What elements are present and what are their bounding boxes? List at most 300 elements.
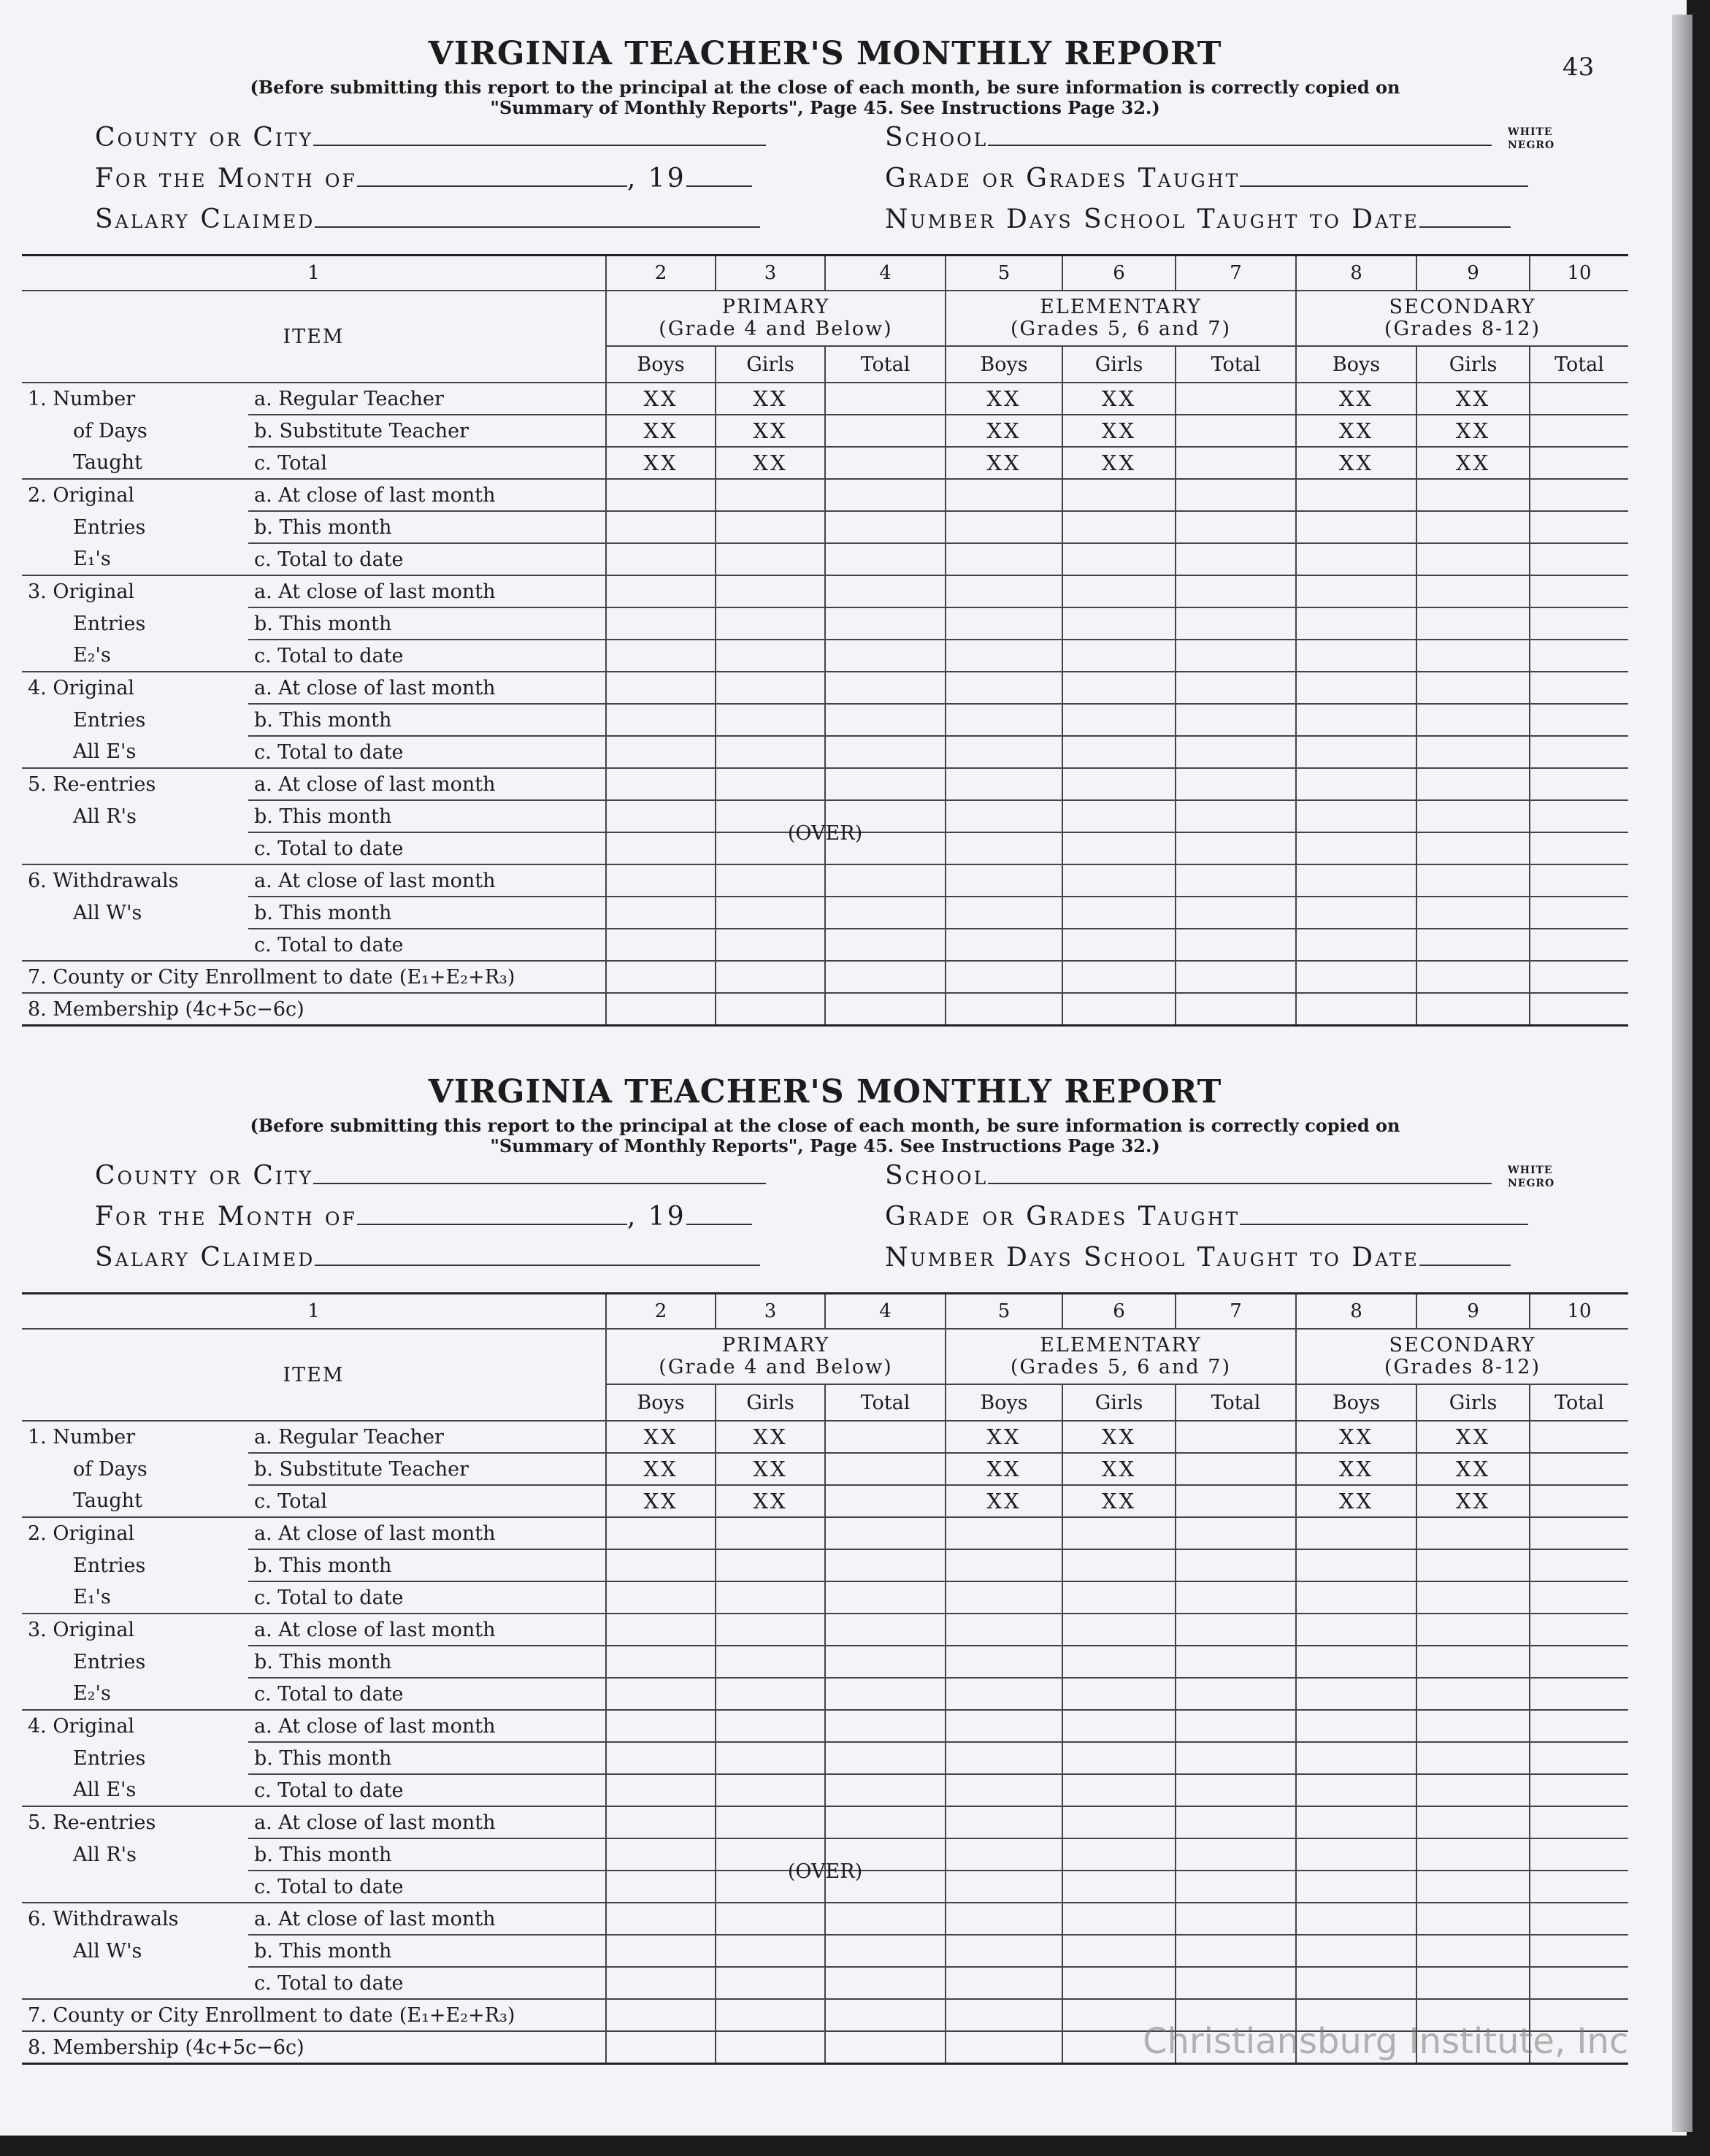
- entry-cell[interactable]: [1062, 929, 1176, 961]
- entry-cell[interactable]: [1176, 511, 1296, 543]
- entry-cell[interactable]: [825, 1742, 946, 1774]
- entry-cell[interactable]: [1416, 1935, 1530, 1967]
- entry-cell[interactable]: [825, 929, 946, 961]
- entry-cell[interactable]: [716, 2031, 825, 2064]
- enrollment-row-label: 7. County or City Enrollment to date (E₁+E₂+R₃): [22, 961, 606, 993]
- entry-cell[interactable]: [825, 961, 946, 993]
- entry-cell[interactable]: [1530, 640, 1628, 672]
- entry-cell[interactable]: [1530, 768, 1628, 800]
- entry-cell[interactable]: [716, 1614, 825, 1646]
- entry-cell[interactable]: [1530, 1581, 1628, 1614]
- xx-mark: XX: [716, 1421, 825, 1453]
- entry-cell[interactable]: [1530, 1742, 1628, 1774]
- entry-cell[interactable]: [1176, 672, 1296, 704]
- entry-cell[interactable]: [1062, 1549, 1176, 1581]
- entry-cell[interactable]: [606, 1614, 716, 1646]
- entry-cell[interactable]: [946, 929, 1062, 961]
- entry-cell[interactable]: [1530, 1710, 1628, 1742]
- entry-cell[interactable]: [1416, 479, 1530, 511]
- entry-cell[interactable]: [1416, 640, 1530, 672]
- entry-cell[interactable]: [946, 1710, 1062, 1742]
- entry-cell[interactable]: [1176, 1903, 1296, 1935]
- entry-cell[interactable]: [1530, 511, 1628, 543]
- entry-cell[interactable]: [716, 736, 825, 768]
- entry-cell[interactable]: [825, 704, 946, 736]
- entry-cell[interactable]: [1176, 736, 1296, 768]
- entry-cell[interactable]: [946, 1678, 1062, 1710]
- entry-cell[interactable]: [825, 1485, 946, 1517]
- entry-cell[interactable]: [1296, 672, 1416, 704]
- entry-cell[interactable]: [1062, 640, 1176, 672]
- entry-cell[interactable]: [1176, 864, 1296, 897]
- year-blank[interactable]: [686, 164, 752, 187]
- entry-cell[interactable]: [825, 575, 946, 607]
- entry-cell[interactable]: [1296, 704, 1416, 736]
- entry-cell[interactable]: [946, 640, 1062, 672]
- entry-cell[interactable]: [946, 1903, 1062, 1935]
- entry-cell[interactable]: [825, 1453, 946, 1485]
- entry-cell[interactable]: [825, 1678, 946, 1710]
- entry-cell[interactable]: [1530, 1678, 1628, 1710]
- entry-cell[interactable]: [1530, 993, 1628, 1026]
- entry-cell[interactable]: [1296, 543, 1416, 575]
- entry-cell[interactable]: [946, 961, 1062, 993]
- entry-cell[interactable]: [1296, 993, 1416, 1026]
- entry-cell[interactable]: [1530, 672, 1628, 704]
- entry-cell[interactable]: [825, 1999, 946, 2031]
- entry-cell[interactable]: [606, 736, 716, 768]
- entry-cell[interactable]: [1176, 768, 1296, 800]
- entry-cell[interactable]: [825, 383, 946, 415]
- entry-cell[interactable]: [716, 1967, 825, 1999]
- entry-cell[interactable]: [946, 736, 1062, 768]
- entry-cell[interactable]: [606, 1517, 716, 1549]
- entry-cell[interactable]: [825, 1646, 946, 1678]
- entry-cell[interactable]: [1176, 383, 1296, 415]
- entry-cell[interactable]: [606, 1774, 716, 1806]
- entry-cell[interactable]: [716, 961, 825, 993]
- entry-cell[interactable]: [1062, 607, 1176, 640]
- entry-cell[interactable]: [825, 1774, 946, 1806]
- entry-cell[interactable]: [1062, 1774, 1176, 1806]
- entry-cell[interactable]: [825, 1710, 946, 1742]
- entry-cell[interactable]: [1530, 1549, 1628, 1581]
- entry-cell[interactable]: [1530, 1646, 1628, 1678]
- entry-cell[interactable]: [1530, 897, 1628, 929]
- entry-cell[interactable]: [1296, 1517, 1416, 1549]
- entry-cell[interactable]: [1530, 1935, 1628, 1967]
- school-blank[interactable]: [988, 123, 1492, 146]
- entry-cell[interactable]: [1062, 768, 1176, 800]
- entry-cell[interactable]: [1296, 864, 1416, 897]
- entry-cell[interactable]: [946, 1614, 1062, 1646]
- entry-cell[interactable]: [716, 768, 825, 800]
- entry-cell[interactable]: [716, 1646, 825, 1678]
- entry-cell[interactable]: [1176, 479, 1296, 511]
- entry-cell[interactable]: [825, 1421, 946, 1453]
- entry-cell[interactable]: [1296, 640, 1416, 672]
- days-blank[interactable]: [1419, 204, 1511, 228]
- entry-cell[interactable]: [606, 640, 716, 672]
- entry-cell[interactable]: [1062, 993, 1176, 1026]
- entry-cell[interactable]: [1530, 1967, 1628, 1999]
- entry-cell[interactable]: [1176, 704, 1296, 736]
- county-blank[interactable]: [313, 123, 766, 146]
- entry-cell[interactable]: [606, 607, 716, 640]
- entry-cell[interactable]: [946, 1549, 1062, 1581]
- entry-cell[interactable]: [825, 1549, 946, 1581]
- entry-cell[interactable]: [1296, 607, 1416, 640]
- entry-cell[interactable]: [716, 575, 825, 607]
- entry-cell[interactable]: [716, 1710, 825, 1742]
- entry-cell[interactable]: [1176, 1517, 1296, 1549]
- entry-cell[interactable]: [716, 897, 825, 929]
- salary-blank[interactable]: [315, 1243, 760, 1266]
- entry-cell[interactable]: [1296, 1967, 1416, 1999]
- county-blank[interactable]: [313, 1161, 766, 1184]
- entry-cell[interactable]: [1176, 1742, 1296, 1774]
- entry-cell[interactable]: [716, 1742, 825, 1774]
- entry-cell[interactable]: [1416, 897, 1530, 929]
- entry-cell[interactable]: [1530, 1806, 1628, 1838]
- entry-cell[interactable]: [825, 543, 946, 575]
- entry-cell[interactable]: [1416, 961, 1530, 993]
- entry-cell[interactable]: [825, 511, 946, 543]
- entry-cell[interactable]: [716, 1935, 825, 1967]
- entry-cell[interactable]: [716, 1806, 825, 1838]
- entry-cell[interactable]: [946, 1806, 1062, 1838]
- entry-cell[interactable]: [825, 672, 946, 704]
- negro-option[interactable]: NEGRO: [1508, 1178, 1555, 1189]
- entry-cell[interactable]: [946, 575, 1062, 607]
- entry-cell[interactable]: [1530, 736, 1628, 768]
- entry-cell[interactable]: [1176, 1581, 1296, 1614]
- entry-cell[interactable]: [1062, 961, 1176, 993]
- entry-cell[interactable]: [946, 897, 1062, 929]
- entry-cell[interactable]: [1176, 447, 1296, 479]
- entry-cell[interactable]: [1416, 1806, 1530, 1838]
- entry-cell[interactable]: [716, 672, 825, 704]
- entry-cell[interactable]: [1416, 1774, 1530, 1806]
- entry-cell[interactable]: [825, 1903, 946, 1935]
- entry-cell[interactable]: [946, 864, 1062, 897]
- entry-cell[interactable]: [606, 768, 716, 800]
- entry-cell[interactable]: [1296, 1646, 1416, 1678]
- entry-cell[interactable]: [1296, 575, 1416, 607]
- entry-cell[interactable]: [1176, 1806, 1296, 1838]
- entry-cell[interactable]: [716, 543, 825, 575]
- entry-cell[interactable]: [1416, 736, 1530, 768]
- entry-cell[interactable]: [1176, 1935, 1296, 1967]
- entry-cell[interactable]: [1416, 929, 1530, 961]
- entry-cell[interactable]: [606, 1742, 716, 1774]
- entry-cell[interactable]: [1296, 1774, 1416, 1806]
- entry-cell[interactable]: [1062, 864, 1176, 897]
- entry-cell[interactable]: [1176, 1614, 1296, 1646]
- entry-cell[interactable]: [606, 961, 716, 993]
- entry-cell[interactable]: [606, 543, 716, 575]
- entry-cell[interactable]: [1296, 511, 1416, 543]
- entry-cell[interactable]: [606, 1581, 716, 1614]
- entry-cell[interactable]: [1416, 993, 1530, 1026]
- entry-cell[interactable]: [1062, 543, 1176, 575]
- entry-cell[interactable]: [1296, 1903, 1416, 1935]
- entry-cell[interactable]: [1530, 1453, 1628, 1485]
- entry-cell[interactable]: [1296, 479, 1416, 511]
- entry-cell[interactable]: [825, 607, 946, 640]
- entry-cell[interactable]: [1176, 929, 1296, 961]
- entry-cell[interactable]: [716, 1774, 825, 1806]
- entry-cell[interactable]: [1416, 1646, 1530, 1678]
- entry-cell[interactable]: [1416, 1678, 1530, 1710]
- entry-cell[interactable]: [1062, 511, 1176, 543]
- entry-cell[interactable]: [716, 1517, 825, 1549]
- entry-cell[interactable]: [946, 607, 1062, 640]
- entry-cell[interactable]: [1530, 929, 1628, 961]
- entry-cell[interactable]: [1176, 1549, 1296, 1581]
- entry-cell[interactable]: [606, 479, 716, 511]
- entry-cell[interactable]: [825, 1517, 946, 1549]
- entry-cell[interactable]: [1530, 704, 1628, 736]
- entry-cell[interactable]: [946, 768, 1062, 800]
- month-blank[interactable]: [357, 1202, 627, 1225]
- entry-cell[interactable]: [1296, 897, 1416, 929]
- entry-cell[interactable]: [1176, 1646, 1296, 1678]
- grades-blank[interactable]: [1240, 164, 1528, 187]
- entry-cell[interactable]: [606, 993, 716, 1026]
- entry-cell[interactable]: [606, 1806, 716, 1838]
- entry-cell[interactable]: [1296, 1678, 1416, 1710]
- entry-cell[interactable]: [1062, 897, 1176, 929]
- entry-cell[interactable]: [1416, 1967, 1530, 1999]
- white-option[interactable]: WHITE: [1508, 126, 1553, 138]
- entry-cell[interactable]: [1296, 1710, 1416, 1742]
- entry-cell[interactable]: [1062, 1806, 1176, 1838]
- entry-cell[interactable]: [1062, 1646, 1176, 1678]
- entry-cell[interactable]: [1530, 864, 1628, 897]
- entry-cell[interactable]: [1530, 543, 1628, 575]
- entry-cell[interactable]: [1296, 1806, 1416, 1838]
- entry-cell[interactable]: [716, 511, 825, 543]
- entry-cell[interactable]: [1062, 1742, 1176, 1774]
- entry-cell[interactable]: [1530, 961, 1628, 993]
- entry-cell[interactable]: [946, 511, 1062, 543]
- entry-cell[interactable]: [1296, 1935, 1416, 1967]
- entry-cell[interactable]: [716, 607, 825, 640]
- entry-cell[interactable]: [1530, 575, 1628, 607]
- year-blank[interactable]: [686, 1202, 752, 1225]
- entry-cell[interactable]: [1416, 1903, 1530, 1935]
- entry-cell[interactable]: [1296, 961, 1416, 993]
- entry-cell[interactable]: [606, 704, 716, 736]
- entry-cell[interactable]: [606, 1646, 716, 1678]
- entry-cell[interactable]: [825, 447, 946, 479]
- entry-cell[interactable]: [1416, 1549, 1530, 1581]
- entry-cell[interactable]: [1416, 1614, 1530, 1646]
- entry-cell[interactable]: [1176, 1485, 1296, 1517]
- entry-cell[interactable]: [825, 1967, 946, 1999]
- entry-cell[interactable]: [1530, 383, 1628, 415]
- entry-cell[interactable]: [825, 864, 946, 897]
- entry-cell[interactable]: [1062, 575, 1176, 607]
- entry-cell[interactable]: [1416, 511, 1530, 543]
- entry-cell[interactable]: [825, 768, 946, 800]
- entry-cell[interactable]: [946, 1967, 1062, 1999]
- entry-cell[interactable]: [606, 1678, 716, 1710]
- entry-cell[interactable]: [1416, 672, 1530, 704]
- entry-cell[interactable]: [1062, 704, 1176, 736]
- entry-cell[interactable]: [1296, 1581, 1416, 1614]
- entry-cell[interactable]: [1530, 1517, 1628, 1549]
- month-blank[interactable]: [357, 164, 627, 187]
- entry-cell[interactable]: [1062, 1903, 1176, 1935]
- entry-cell[interactable]: [1176, 1710, 1296, 1742]
- grades-blank[interactable]: [1240, 1202, 1528, 1225]
- entry-cell[interactable]: [946, 1999, 1062, 2031]
- school-blank[interactable]: [988, 1161, 1492, 1184]
- entry-cell[interactable]: [825, 1614, 946, 1646]
- entry-cell[interactable]: [946, 543, 1062, 575]
- white-option[interactable]: WHITE: [1508, 1165, 1553, 1176]
- entry-cell[interactable]: [825, 736, 946, 768]
- entry-cell[interactable]: [1530, 607, 1628, 640]
- entry-cell[interactable]: [1530, 1774, 1628, 1806]
- entry-cell[interactable]: [946, 1935, 1062, 1967]
- entry-cell[interactable]: [716, 993, 825, 1026]
- entry-cell[interactable]: [1176, 575, 1296, 607]
- entry-cell[interactable]: [1530, 1485, 1628, 1517]
- entry-cell[interactable]: [1416, 704, 1530, 736]
- entry-cell[interactable]: [606, 1549, 716, 1581]
- entry-cell[interactable]: [606, 864, 716, 897]
- entry-cell[interactable]: [946, 1581, 1062, 1614]
- entry-cell[interactable]: [946, 704, 1062, 736]
- entry-cell[interactable]: [1176, 1453, 1296, 1485]
- entry-cell[interactable]: [825, 640, 946, 672]
- entry-cell[interactable]: [606, 1999, 716, 2031]
- entry-cell[interactable]: [825, 1581, 946, 1614]
- entry-cell[interactable]: [606, 929, 716, 961]
- negro-option[interactable]: NEGRO: [1508, 139, 1555, 151]
- entry-cell[interactable]: [606, 897, 716, 929]
- salary-blank[interactable]: [315, 204, 760, 228]
- entry-cell[interactable]: [1062, 479, 1176, 511]
- entry-cell[interactable]: [825, 415, 946, 447]
- entry-cell[interactable]: [1062, 1935, 1176, 1967]
- entry-cell[interactable]: [1062, 1710, 1176, 1742]
- entry-cell[interactable]: [946, 1774, 1062, 1806]
- entry-cell[interactable]: [825, 993, 946, 1026]
- row-sub-label: a. At close of last month: [248, 768, 606, 800]
- entry-cell[interactable]: [606, 2031, 716, 2064]
- entry-cell[interactable]: [1530, 447, 1628, 479]
- entry-cell[interactable]: [1176, 897, 1296, 929]
- entry-cell[interactable]: [1530, 415, 1628, 447]
- entry-cell[interactable]: [606, 575, 716, 607]
- entry-cell[interactable]: [946, 672, 1062, 704]
- entry-cell[interactable]: [1416, 1710, 1530, 1742]
- entry-cell[interactable]: [1530, 1903, 1628, 1935]
- entry-cell[interactable]: [946, 1646, 1062, 1678]
- entry-cell[interactable]: [1062, 1614, 1176, 1646]
- entry-cell[interactable]: [1062, 1678, 1176, 1710]
- entry-cell[interactable]: [825, 897, 946, 929]
- entry-cell[interactable]: [946, 2031, 1062, 2064]
- entry-cell[interactable]: [1416, 1517, 1530, 1549]
- entry-cell[interactable]: [1062, 672, 1176, 704]
- entry-cell[interactable]: [946, 479, 1062, 511]
- entry-cell[interactable]: [825, 1935, 946, 1967]
- entry-cell[interactable]: [1176, 993, 1296, 1026]
- entry-cell[interactable]: [716, 929, 825, 961]
- entry-cell[interactable]: [1176, 607, 1296, 640]
- entry-cell[interactable]: [1296, 929, 1416, 961]
- entry-cell[interactable]: [606, 1710, 716, 1742]
- entry-cell[interactable]: [1062, 1581, 1176, 1614]
- entry-cell[interactable]: [825, 479, 946, 511]
- entry-cell[interactable]: [606, 1935, 716, 1967]
- entry-cell[interactable]: [606, 1903, 716, 1935]
- entry-cell[interactable]: [606, 1967, 716, 1999]
- entry-cell[interactable]: [1296, 736, 1416, 768]
- entry-cell[interactable]: [825, 1806, 946, 1838]
- entry-cell[interactable]: [1296, 768, 1416, 800]
- entry-cell[interactable]: [1296, 1742, 1416, 1774]
- entry-cell[interactable]: [1062, 1967, 1176, 1999]
- entry-cell[interactable]: [716, 1903, 825, 1935]
- entry-cell[interactable]: [716, 864, 825, 897]
- entry-cell[interactable]: [1176, 1421, 1296, 1453]
- entry-cell[interactable]: [716, 479, 825, 511]
- entry-cell[interactable]: [1416, 1742, 1530, 1774]
- entry-cell[interactable]: [1416, 575, 1530, 607]
- entry-cell[interactable]: [1530, 1614, 1628, 1646]
- entry-cell[interactable]: [1416, 1581, 1530, 1614]
- entry-cell[interactable]: [946, 1742, 1062, 1774]
- entry-cell[interactable]: [1530, 1421, 1628, 1453]
- entry-cell[interactable]: [1176, 1967, 1296, 1999]
- entry-cell[interactable]: [1062, 1517, 1176, 1549]
- entry-cell[interactable]: [1416, 768, 1530, 800]
- entry-cell[interactable]: [1176, 640, 1296, 672]
- entry-cell[interactable]: [1176, 1774, 1296, 1806]
- entry-cell[interactable]: [1062, 736, 1176, 768]
- entry-cell[interactable]: [716, 1581, 825, 1614]
- days-blank[interactable]: [1419, 1243, 1511, 1266]
- entry-cell[interactable]: [1176, 415, 1296, 447]
- entry-cell[interactable]: [1176, 961, 1296, 993]
- entry-cell[interactable]: [946, 993, 1062, 1026]
- entry-cell[interactable]: [716, 704, 825, 736]
- entry-cell[interactable]: [1176, 1678, 1296, 1710]
- entry-cell[interactable]: [1416, 864, 1530, 897]
- entry-cell[interactable]: [1530, 479, 1628, 511]
- entry-cell[interactable]: [716, 1999, 825, 2031]
- entry-cell[interactable]: [1176, 543, 1296, 575]
- entry-cell[interactable]: [825, 2031, 946, 2064]
- entry-cell[interactable]: [716, 1678, 825, 1710]
- entry-cell[interactable]: [1296, 1614, 1416, 1646]
- entry-cell[interactable]: [946, 1517, 1062, 1549]
- entry-cell[interactable]: [1416, 607, 1530, 640]
- row-sub-label: c. Total to date: [248, 640, 606, 672]
- entry-cell[interactable]: [716, 1549, 825, 1581]
- entry-cell[interactable]: [606, 672, 716, 704]
- entry-cell[interactable]: [716, 640, 825, 672]
- entry-cell[interactable]: [1296, 1549, 1416, 1581]
- entry-cell[interactable]: [606, 511, 716, 543]
- entry-cell[interactable]: [1416, 543, 1530, 575]
